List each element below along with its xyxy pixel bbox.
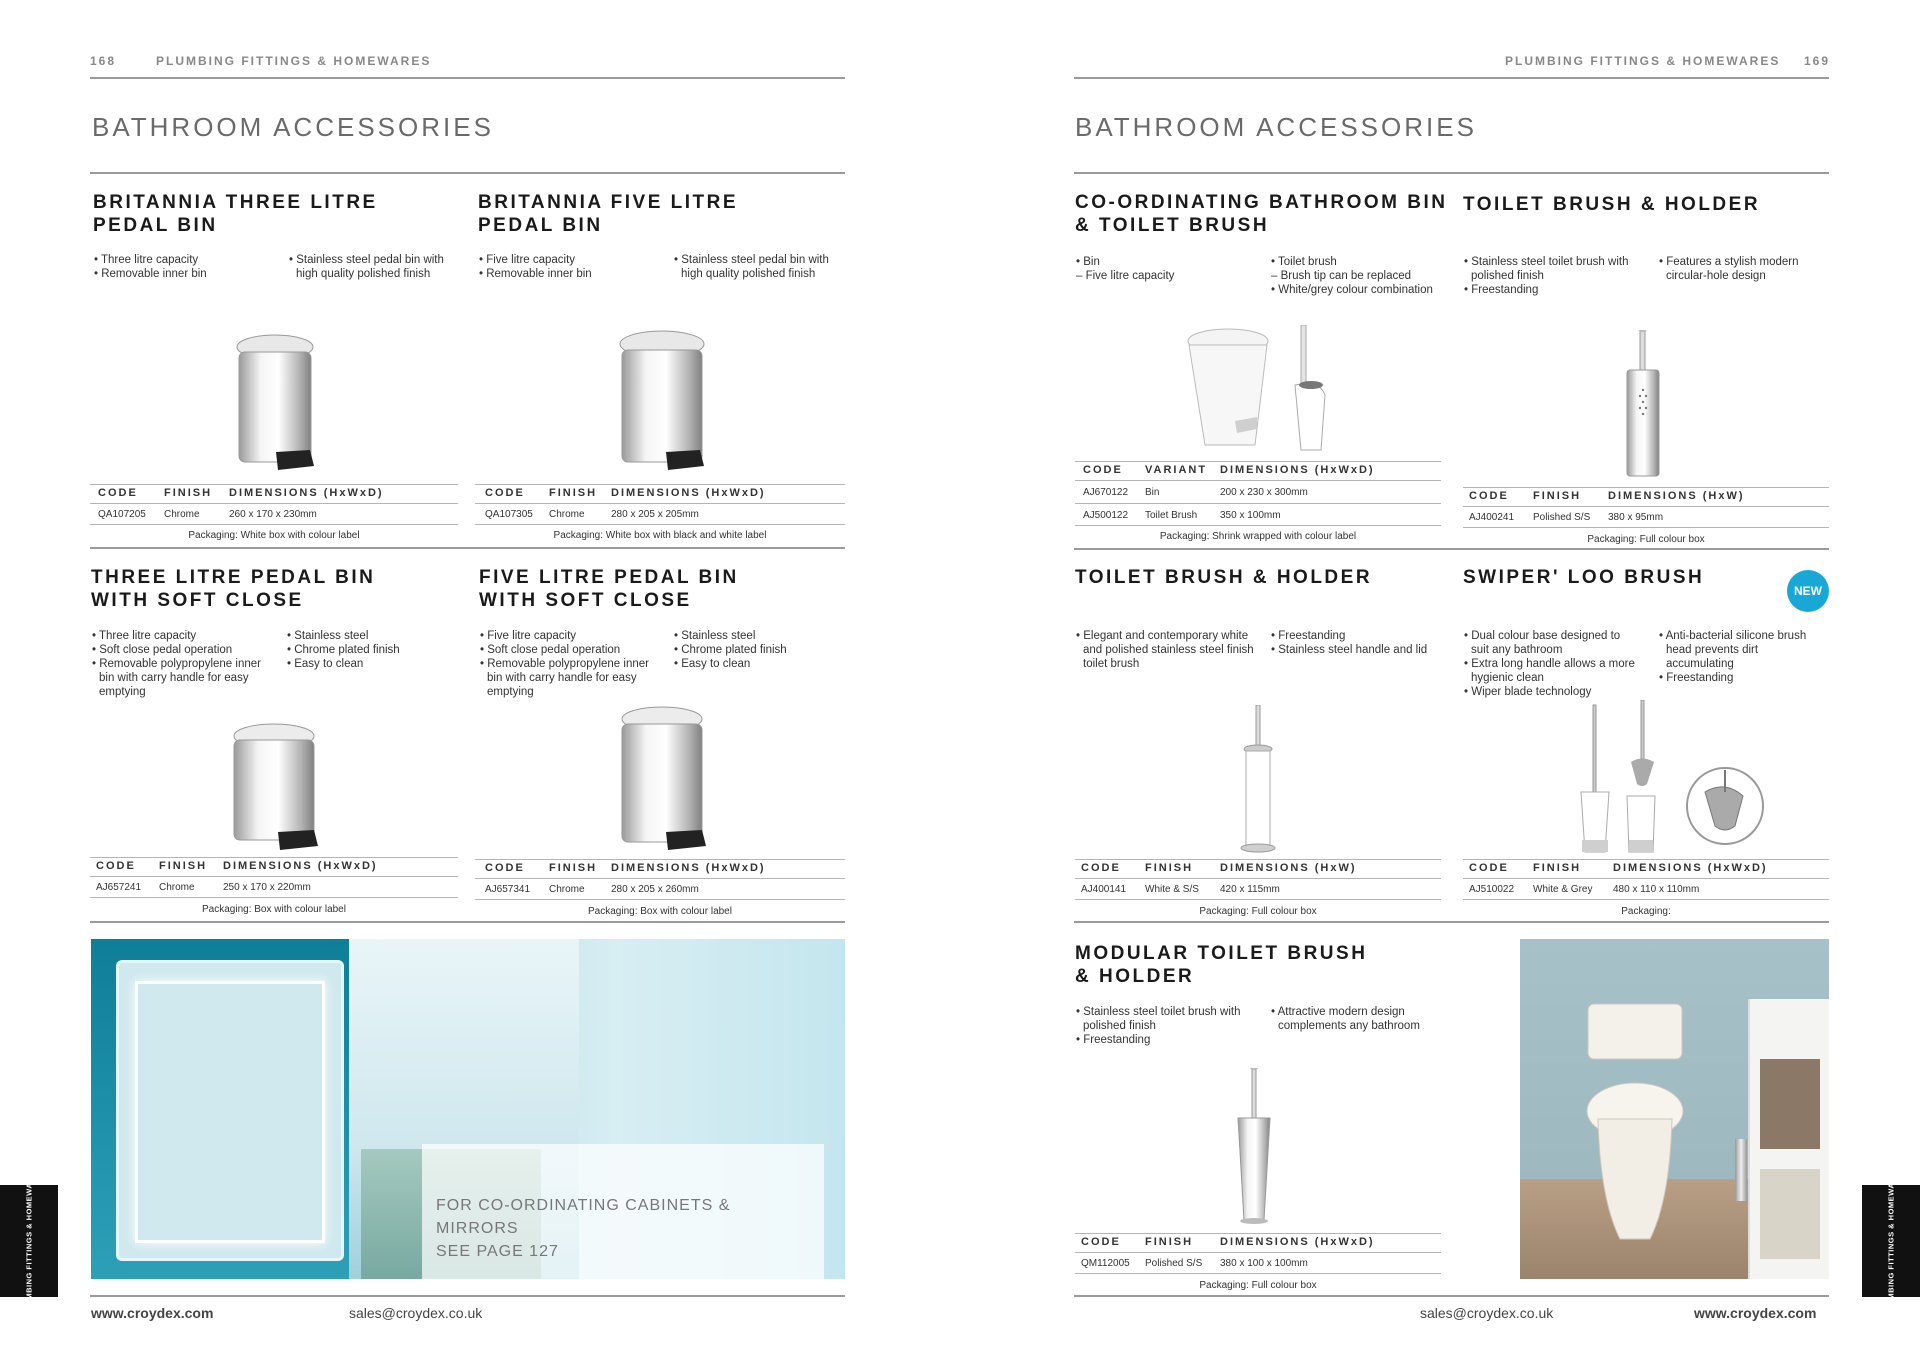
finish-cell: Chrome xyxy=(164,509,200,520)
product-title: TOILET BRUSH & HOLDER xyxy=(1463,194,1761,215)
page-number-left: 168 xyxy=(90,54,117,68)
promo-caption: FOR CO-ORDINATING CABINETS & MIRRORS SEE PAGE 127 xyxy=(422,1144,824,1279)
spec-table: CODE FINISH DIMENSIONS (HxW) AJ400141 White & S/S 420 x 115mm Packaging: Full colour box xyxy=(1075,862,1441,918)
running-header-right: PLUMBING FITTINGS & HOMEWARES xyxy=(1505,54,1781,68)
feature-list: • Stainless steel • Chrome plated finish • Easy to clean xyxy=(287,630,400,670)
footer-website-left[interactable]: www.croydex.com xyxy=(91,1305,214,1321)
feature-list: • Toilet brush – Brush tip can be replaced • White/grey colour combination xyxy=(1271,256,1433,296)
spec-table: CODE FINISH DIMENSIONS (HxWxD) QA107305 Chrome 280 x 205 x 205mm Packaging: White box with black and white label xyxy=(475,487,845,542)
toilet-brush-in-photo xyxy=(1735,1139,1747,1201)
dimensions-cell: 380 x 95mm xyxy=(1608,512,1664,523)
feature-list: • Dual colour base designed to suit any bathroom • Extra long handle allows a more hygienic clean • Wiper blade technology xyxy=(1464,630,1635,698)
feature-list: • Features a stylish modern circular-hole design xyxy=(1659,256,1799,282)
feature-list: • Attractive modern design complements any bathroom xyxy=(1271,1006,1420,1032)
finish-cell: White & S/S xyxy=(1145,884,1199,895)
feature-list: • Five litre capacity • Soft close pedal operation • Removable polypropylene inner bin with carry handle for easy emptying xyxy=(480,630,649,698)
product-title: THREE LITRE PEDAL BIN WITH SOFT CLOSE xyxy=(91,567,376,611)
finish-cell: White & Grey xyxy=(1533,884,1593,895)
spec-table: CODE FINISH DIMENSIONS (HxWxD) AJ510022 White & Grey 480 x 110 x 110mm Packaging: xyxy=(1463,862,1829,918)
promo-banner xyxy=(91,939,845,1279)
spec-table: CODE FINISH DIMENSIONS (HxWxD) AJ657241 Chrome 250 x 170 x 220mm Packaging: Box with colour label xyxy=(90,860,458,915)
spec-table: CODE VARIANT DIMENSIONS (HxWxD) AJ670122 Bin 200 x 230 x 300mm AJ500122 Toilet Brush 350 x 100mm Packaging: Shrink wrapped with colour label xyxy=(1075,464,1441,544)
code-cell: AJ400241 xyxy=(1469,512,1515,523)
toilet-brush-image xyxy=(1236,705,1282,855)
running-header-left: PLUMBING FITTINGS & HOMEWARES xyxy=(156,54,432,68)
packaging-text: Packaging: Full colour box xyxy=(1587,534,1705,545)
dimensions-cell: 260 x 170 x 230mm xyxy=(229,509,317,520)
code-cell: AJ670122 xyxy=(1083,487,1129,498)
feature-list: • Stainless steel • Chrome plated finish • Easy to clean xyxy=(674,630,787,670)
spec-table: CODE FINISH DIMENSIONS (HxWxD) QA107205 Chrome 260 x 170 x 230mm Packaging: White box with colour label xyxy=(90,487,458,542)
dimensions-cell: 280 x 205 x 205mm xyxy=(611,509,699,520)
product-title: TOILET BRUSH & HOLDER xyxy=(1075,567,1373,588)
pedal-bin-image xyxy=(614,328,710,478)
spec-table: CODE FINISH DIMENSIONS (HxW) AJ400241 Polished S/S 380 x 95mm Packaging: Full colour box xyxy=(1463,490,1829,546)
feature-list: • Stainless steel pedal bin with high quality polished finish xyxy=(289,254,444,280)
code-cell: QA107305 xyxy=(485,509,533,520)
pedal-bin-image xyxy=(228,722,320,854)
spec-table: CODE FINISH DIMENSIONS (HxWxD) QM112005 Polished S/S 380 x 100 x 100mm Packaging: Full colour box xyxy=(1075,1236,1441,1292)
feature-list: • Stainless steel toilet brush with polished finish • Freestanding xyxy=(1464,256,1629,296)
code-cell: AJ510022 xyxy=(1469,884,1515,895)
variant-cell: Toilet Brush xyxy=(1145,510,1198,521)
dimensions-cell: 380 x 100 x 100mm xyxy=(1220,1258,1308,1269)
feature-list: • Stainless steel toilet brush with polished finish • Freestanding xyxy=(1076,1006,1241,1046)
toilet-brush-image xyxy=(1618,330,1668,480)
feature-list: • Three litre capacity • Removable inner bin xyxy=(94,254,207,280)
row-divider xyxy=(1074,921,1829,923)
footer-email-left[interactable]: sales@croydex.co.uk xyxy=(349,1305,483,1321)
feature-list: • Anti-bacterial silicone brush head prevents dirt accumulating • Freestanding xyxy=(1659,630,1807,684)
packaging-text: Packaging: Box with colour label xyxy=(588,906,732,917)
row-divider xyxy=(90,547,845,549)
variant-cell: Bin xyxy=(1145,487,1160,498)
side-tab-left: PLUMBING FITTINGS & HOMEWARES xyxy=(0,1185,58,1297)
footer-email-right[interactable]: sales@croydex.co.uk xyxy=(1420,1305,1554,1321)
shelf-unit xyxy=(1748,999,1829,1279)
feature-list: • Stainless steel pedal bin with high quality polished finish xyxy=(674,254,829,280)
dimensions-cell: 200 x 230 x 300mm xyxy=(1220,487,1308,498)
packaging-text: Packaging: Shrink wrapped with colour label xyxy=(1159,531,1357,542)
code-cell: QM112005 xyxy=(1081,1258,1130,1269)
section-rule-left xyxy=(90,172,845,174)
packaging-text: Packaging: White box with colour label xyxy=(188,530,360,541)
row-divider xyxy=(1074,548,1829,550)
code-cell: AJ500122 xyxy=(1083,510,1129,521)
finish-cell: Polished S/S xyxy=(1145,1258,1203,1269)
packaging-text: Packaging: Full colour box xyxy=(1199,1280,1317,1291)
code-cell: AJ657241 xyxy=(96,882,142,893)
feature-list: • Three litre capacity • Soft close pedal operation • Removable polypropylene inner bin with carry handle for easy emptying xyxy=(92,630,261,698)
feature-list: • Freestanding • Stainless steel handle and lid xyxy=(1271,630,1428,656)
finish-cell: Polished S/S xyxy=(1533,512,1591,523)
pedal-bin-image xyxy=(230,332,320,477)
code-cell: AJ400141 xyxy=(1081,884,1127,895)
bin-and-brush-image xyxy=(1185,325,1345,455)
dimensions-cell: 480 x 110 x 110mm xyxy=(1613,884,1700,895)
side-tab-right: PLUMBING FITTINGS & HOMEWARES xyxy=(1862,1185,1920,1297)
toilet-brush-image xyxy=(1228,1068,1282,1228)
product-title: BRITANNIA THREE LITRE PEDAL BIN xyxy=(93,192,378,236)
finish-cell: Chrome xyxy=(549,884,585,895)
packaging-text: Packaging: xyxy=(1621,906,1671,917)
dimensions-cell: 420 x 115mm xyxy=(1220,884,1280,895)
new-badge: NEW xyxy=(1787,570,1829,612)
header-rule-right xyxy=(1074,77,1829,79)
finish-cell: Chrome xyxy=(549,509,585,520)
product-title: BRITANNIA FIVE LITRE PEDAL BIN xyxy=(478,192,739,236)
product-title: MODULAR TOILET BRUSH & HOLDER xyxy=(1075,943,1368,987)
pedal-bin-image xyxy=(616,704,708,854)
bathroom-photo xyxy=(1520,939,1829,1279)
loo-brush-image xyxy=(1575,700,1765,855)
footer-website-right[interactable]: www.croydex.com xyxy=(1694,1305,1817,1321)
packaging-text: Packaging: White box with black and white label xyxy=(553,530,767,541)
product-title: FIVE LITRE PEDAL BIN WITH SOFT CLOSE xyxy=(479,567,739,611)
finish-cell: Chrome xyxy=(159,882,195,893)
spec-table: CODE FINISH DIMENSIONS (HxWxD) AJ657341 Chrome 280 x 205 x 260mm Packaging: Box with colour label xyxy=(475,862,845,917)
code-cell: AJ657341 xyxy=(485,884,531,895)
header-rule-left xyxy=(90,77,845,79)
row-divider xyxy=(90,921,845,923)
footer-rule-right xyxy=(1074,1295,1829,1297)
page-number-right: 169 xyxy=(1804,54,1831,68)
section-rule-right xyxy=(1074,172,1829,174)
section-title-left: BATHROOM ACCESSORIES xyxy=(92,112,494,142)
packaging-text: Packaging: Box with colour label xyxy=(202,904,346,915)
code-cell: QA107205 xyxy=(98,509,146,520)
dimensions-cell: 350 x 100mm xyxy=(1220,510,1281,521)
feature-list: • Bin – Five litre capacity xyxy=(1076,256,1175,282)
footer-rule-left xyxy=(90,1295,845,1297)
packaging-text: Packaging: Full colour box xyxy=(1199,906,1317,917)
feature-list: • Elegant and contemporary white and polished stainless steel finish toilet brush xyxy=(1076,630,1254,670)
feature-list: • Five litre capacity • Removable inner bin xyxy=(479,254,592,280)
toilet-icon xyxy=(1580,999,1690,1259)
dimensions-cell: 250 x 170 x 220mm xyxy=(223,882,311,893)
product-title: SWIPER' LOO BRUSH xyxy=(1463,567,1705,588)
dimensions-cell: 280 x 205 x 260mm xyxy=(611,884,699,895)
product-title: CO-ORDINATING BATHROOM BIN & TOILET BRUSH xyxy=(1075,192,1448,236)
section-title-right: BATHROOM ACCESSORIES xyxy=(1075,112,1477,142)
mirror-cabinet xyxy=(119,963,341,1258)
